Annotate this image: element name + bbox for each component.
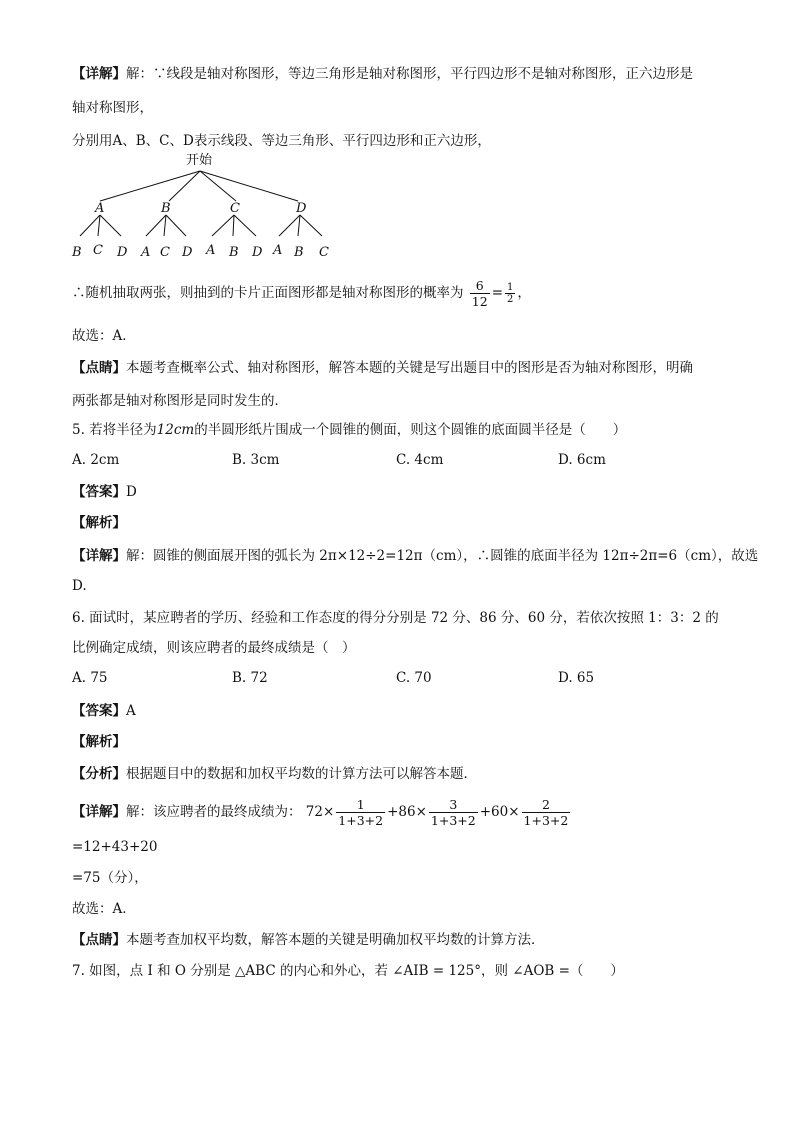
q5-option-a: A. 2cm bbox=[72, 452, 120, 468]
q6-options bbox=[72, 670, 712, 690]
q6-choose: 故选：A． bbox=[72, 901, 136, 917]
tree-leaf-label: D bbox=[182, 245, 193, 260]
tree-child-edge bbox=[279, 215, 300, 236]
tree-child-edge bbox=[100, 215, 121, 236]
q5-option-b: B. 3cm bbox=[232, 452, 280, 468]
detail-tag: 【详解】 bbox=[72, 66, 126, 82]
tree-child-edge bbox=[164, 215, 166, 236]
tree-leaf-label: D bbox=[252, 245, 263, 260]
comment-tag: 【点睛】 bbox=[72, 360, 126, 376]
tree-leaf-label: A bbox=[141, 245, 151, 260]
tree-child-edge bbox=[234, 215, 256, 236]
choose-line: 故选：A． bbox=[72, 328, 136, 344]
tree-leaf-label: C bbox=[93, 243, 103, 258]
q5-detail-line-2: D. bbox=[72, 578, 87, 594]
q5-option-c: C. 4cm bbox=[396, 452, 444, 468]
tree-leaf-label: D bbox=[117, 245, 128, 260]
fraction: $\frac{1}{2}$ bbox=[507, 282, 514, 305]
tree-child-edge bbox=[146, 215, 166, 236]
fraction: $\frac{1}{1+3+2}$ bbox=[338, 797, 384, 828]
tree-diagram bbox=[64, 148, 364, 264]
fraction: $\frac{3}{1+3+2}$ bbox=[430, 797, 476, 828]
q6-stem-line-1: 6. 面试时，某应聘者的学历、经验和工作态度的得分分别是 72 分、86 分、60 分，若依次按照 1：3：2 的 bbox=[72, 610, 719, 626]
tree-root-edge bbox=[200, 171, 298, 201]
tree-leaf-label: A bbox=[273, 243, 283, 258]
q6-step-2: =75（分）， bbox=[72, 870, 148, 886]
q6-option-a: A. 75 bbox=[72, 670, 108, 686]
q6-option-c: C. 70 bbox=[396, 670, 432, 686]
q6-option-d: D. 65 bbox=[558, 670, 595, 686]
tree-child-edge bbox=[298, 215, 300, 236]
tree-branch-label: A bbox=[95, 201, 105, 216]
tree-child-edge bbox=[98, 215, 100, 236]
comment-line-2: 两张都是轴对称图形是同时发生的． bbox=[72, 393, 288, 409]
tree-child-edge bbox=[212, 215, 234, 236]
tree-root-label: 开始 bbox=[186, 153, 213, 168]
tree-leaf-label: B bbox=[229, 245, 239, 260]
q6-comment: 【点睛】本题考查加权平均数，解答本题的关键是明确加权平均数的计算方法． bbox=[72, 932, 545, 948]
q6-option-b: B. 72 bbox=[232, 670, 268, 686]
q6-stem-line-2: 比例确定成绩，则该应聘者的最终成绩是（ ） bbox=[72, 640, 356, 656]
comment-line-1: 【点睛】本题考查概率公式、轴对称图形，解答本题的关键是写出题目中的图形是否为轴对称图形，明确 bbox=[72, 360, 693, 376]
q6-step-1: =12+43+20 bbox=[72, 839, 158, 855]
q5-detail-line-1: 【详解】解：圆锥的侧面展开图的弧长为 2π×12÷2=12π（cm），∴圆锥的底面半径为 12π÷2π=6（cm），故选 bbox=[72, 548, 759, 564]
tree-leaf-label: C bbox=[319, 245, 329, 260]
detail-line-1: 【详解】解：∵线段是轴对称图形，等边三角形是轴对称图形，平行四边形不是轴对称图形，正六边形是 bbox=[72, 66, 693, 82]
tree-branch-label: D bbox=[296, 201, 307, 216]
tree-child-edge bbox=[166, 215, 186, 236]
q6-analysis-tag: 【解析】 bbox=[72, 734, 126, 750]
tree-leaf-label: C bbox=[160, 245, 170, 260]
q5-options bbox=[72, 452, 712, 472]
q6-detail-line: 【详解】解：该应聘者的最终成绩为： 72× $\frac{1}{1+3+2}$ +86× $\frac{3}{1+3+2}$ +60× $\frac{2}{1+3+2}$ bbox=[72, 797, 569, 828]
tree-leaf-label: B bbox=[294, 245, 304, 260]
tree-branch-label: C bbox=[230, 201, 240, 216]
q5-analysis-tag: 【解析】 bbox=[72, 515, 126, 531]
q6-analysis-line: 【分析】根据题目中的数据和加权平均数的计算方法可以解答本题． bbox=[72, 766, 477, 782]
q7-stem: 7. 如图，点 I 和 O 分别是 △ABC 的内心和外心，若 ∠AIB = 125°，则 ∠AOB =（ ） bbox=[72, 963, 624, 979]
tree-child-edge bbox=[80, 215, 100, 236]
tree-leaf-label: A bbox=[206, 243, 216, 258]
tree-child-edge bbox=[233, 215, 234, 236]
q6-answer: 【答案】A bbox=[72, 703, 136, 719]
fraction: $\frac{2}{1+3+2}$ bbox=[523, 797, 569, 828]
q5-option-d: D. 6cm bbox=[558, 452, 606, 468]
q5-answer: 【答案】D bbox=[72, 484, 137, 500]
q5-radius: 12cm bbox=[156, 422, 195, 438]
tree-root-edge bbox=[200, 171, 236, 201]
probability-line: ∴随机抽取两张，则抽到的卡片正面图形都是轴对称图形的概率为 $\frac{6}{12}$ = $\frac{1}{2}$ ， bbox=[72, 278, 531, 309]
tree-branch-label: B bbox=[161, 201, 171, 216]
fraction: $\frac{6}{12}$ bbox=[471, 278, 488, 309]
tree-leaf-label: B bbox=[72, 245, 82, 260]
detail-line-3: 分别用A、B、C、D表示线段、等边三角形、平行四边形和正六边形， bbox=[72, 133, 491, 149]
detail-line-2: 轴对称图形， bbox=[72, 100, 153, 116]
tree-child-edge bbox=[300, 215, 322, 236]
q5-stem: 5. 若将半径为12cm的半圆形纸片围成一个圆锥的侧面，则这个圆锥的底面圆半径是（ ） bbox=[72, 422, 627, 438]
